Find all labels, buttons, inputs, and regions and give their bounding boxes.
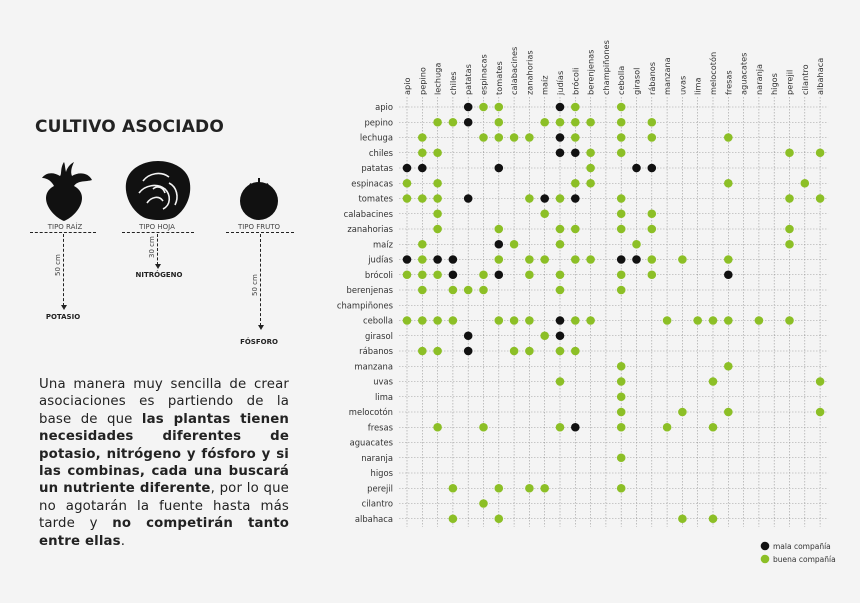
- column-label: girasol: [631, 67, 642, 95]
- good-companion-dot: [464, 286, 473, 295]
- bad-companion-dot: [464, 103, 473, 112]
- column-label: higos: [769, 73, 780, 95]
- good-companion-dot: [495, 514, 504, 523]
- row-label: cebolla: [363, 315, 393, 326]
- column-label: berenjenas: [585, 49, 596, 95]
- legend-bad-label: mala compañía: [773, 542, 831, 551]
- good-companion-dot: [571, 347, 580, 356]
- good-companion-dot: [709, 423, 718, 432]
- good-companion-dot: [418, 286, 427, 295]
- column-label: calabacines: [509, 46, 520, 95]
- good-companion-dot: [617, 484, 626, 493]
- good-companion-dot: [816, 408, 825, 417]
- row-label: chiles: [368, 147, 393, 158]
- good-companion-dot: [724, 316, 733, 325]
- bad-companion-dot: [464, 347, 473, 356]
- column-label: aguacates: [738, 52, 749, 95]
- column-label: fresas: [723, 70, 734, 95]
- bad-companion-dot: [556, 331, 565, 340]
- column-label: tomates: [493, 61, 504, 95]
- row-label: fresas: [367, 422, 393, 433]
- good-companion-dot: [617, 118, 626, 127]
- row-label: cilantro: [361, 498, 393, 509]
- bad-companion-dot: [449, 270, 458, 279]
- good-companion-dot: [755, 316, 764, 325]
- good-companion-dot: [693, 316, 702, 325]
- row-label: zanahorias: [347, 224, 393, 234]
- bad-companion-dot: [403, 255, 412, 264]
- row-label: melocotón: [348, 407, 393, 417]
- column-label: brócoli: [570, 67, 581, 95]
- bad-companion-dot: [556, 316, 565, 325]
- good-companion-dot: [495, 103, 504, 112]
- good-companion-dot: [525, 270, 534, 279]
- good-companion-dot: [816, 148, 825, 157]
- good-companion-dot: [617, 362, 626, 371]
- good-companion-dot: [433, 118, 442, 127]
- bad-companion-dot: [632, 164, 641, 173]
- good-companion-dot: [724, 133, 733, 142]
- column-label: perejil: [784, 69, 795, 95]
- bad-companion-dot: [464, 118, 473, 127]
- root-distance: 50 cm: [54, 254, 62, 276]
- good-companion-dot: [663, 423, 672, 432]
- nutrient-nitrogeno: NITRÓGENO: [135, 271, 183, 279]
- good-companion-dot: [571, 118, 580, 127]
- bad-companion-dot: [571, 194, 580, 203]
- bad-companion-dot: [495, 240, 504, 249]
- type-fruit-label: TIPO FRUTO: [237, 223, 281, 231]
- good-companion-dot: [617, 423, 626, 432]
- row-label: berenjenas: [346, 285, 393, 295]
- good-companion-dot: [571, 225, 580, 234]
- column-label: cebolla: [616, 65, 627, 95]
- good-companion-dot: [556, 423, 565, 432]
- good-companion-dot: [418, 148, 427, 157]
- good-companion-dot: [510, 347, 519, 356]
- row-label: lechuga: [359, 132, 393, 143]
- bad-companion-dot: [571, 148, 580, 157]
- good-companion-dot: [678, 255, 687, 264]
- good-companion-dot: [479, 423, 488, 432]
- row-label: brócoli: [364, 269, 393, 280]
- good-companion-dot: [525, 347, 534, 356]
- good-companion-dot: [510, 316, 519, 325]
- good-companion-dot: [648, 225, 657, 234]
- good-companion-dot: [418, 270, 427, 279]
- good-companion-dot: [724, 362, 733, 371]
- row-label: girasol: [364, 330, 393, 341]
- good-companion-dot: [556, 118, 565, 127]
- good-companion-dot: [709, 316, 718, 325]
- good-companion-dot: [586, 255, 595, 264]
- bad-companion-dot: [617, 255, 626, 264]
- good-companion-dot: [617, 286, 626, 295]
- row-label: manzana: [354, 361, 393, 372]
- column-label: manzana: [662, 57, 673, 95]
- good-companion-dot: [540, 255, 549, 264]
- type-leaf-label: TIPO HOJA: [139, 223, 175, 231]
- good-companion-dot: [403, 270, 412, 279]
- row-label: patatas: [361, 163, 393, 173]
- good-companion-dot: [785, 240, 794, 249]
- good-companion-dot: [586, 148, 595, 157]
- row-label: perejil: [367, 483, 393, 494]
- good-companion-dot: [540, 331, 549, 340]
- column-label: zanahorias: [524, 50, 535, 95]
- good-companion-dot: [495, 118, 504, 127]
- row-label: pepino: [364, 117, 393, 128]
- column-label: chiles: [447, 71, 458, 95]
- good-companion-dot: [449, 118, 458, 127]
- column-label: naranja: [753, 63, 764, 95]
- good-companion-dot: [418, 347, 427, 356]
- bad-companion-dot: [632, 255, 641, 264]
- good-companion-dot: [785, 194, 794, 203]
- good-companion-dot: [418, 240, 427, 249]
- good-companion-dot: [678, 514, 687, 523]
- good-companion-dot: [617, 225, 626, 234]
- row-label: maíz: [372, 239, 393, 250]
- good-companion-dot: [617, 148, 626, 157]
- good-companion-dot: [556, 194, 565, 203]
- good-companion-dot: [495, 225, 504, 234]
- intro-bold-1: las plantas tienen necesidades diferentes de potasio, nitrógeno y fósforo y si las combinas, cada una buscará un nutriente diferente: [39, 411, 289, 497]
- good-companion-dot: [709, 377, 718, 386]
- good-companion-dot: [525, 255, 534, 264]
- nutrient-fosforo: FÓSFORO: [240, 338, 278, 346]
- row-label: tomates: [358, 193, 393, 204]
- good-companion-dot: [433, 423, 442, 432]
- good-companion-dot: [816, 377, 825, 386]
- good-companion-dot: [617, 392, 626, 401]
- good-companion-dot: [571, 133, 580, 142]
- good-companion-dot: [418, 316, 427, 325]
- good-companion-dot: [617, 194, 626, 203]
- good-companion-dot: [433, 194, 442, 203]
- good-companion-dot: [724, 179, 733, 188]
- good-companion-dot: [495, 316, 504, 325]
- good-companion-dot: [479, 103, 488, 112]
- good-companion-dot: [495, 255, 504, 264]
- good-companion-dot: [648, 270, 657, 279]
- good-companion-dot: [556, 240, 565, 249]
- bad-companion-dot: [433, 255, 442, 264]
- bad-companion-dot: [495, 164, 504, 173]
- good-companion-dot: [586, 179, 595, 188]
- good-companion-dot: [617, 377, 626, 386]
- good-companion-dot: [556, 225, 565, 234]
- row-label: albahaca: [354, 513, 393, 524]
- good-companion-dot: [709, 514, 718, 523]
- column-label: lechuga: [432, 62, 443, 95]
- good-companion-dot: [617, 103, 626, 112]
- good-companion-dot: [418, 194, 427, 203]
- good-companion-dot: [785, 316, 794, 325]
- bad-companion-dot: [495, 270, 504, 279]
- good-companion-dot: [433, 347, 442, 356]
- column-label: cilantro: [799, 64, 810, 95]
- good-companion-dot: [540, 118, 549, 127]
- row-label: judías: [368, 254, 393, 265]
- good-companion-dot: [433, 179, 442, 188]
- intro-part-3: .: [120, 533, 126, 549]
- row-label: aguacates: [349, 437, 393, 448]
- fruit-distance: 50 cm: [251, 274, 259, 296]
- good-companion-dot: [648, 255, 657, 264]
- row-label: lima: [375, 391, 393, 402]
- row-label: espinacas: [351, 178, 393, 189]
- column-label: espinacas: [478, 54, 489, 95]
- good-companion-dot: [540, 484, 549, 493]
- bad-companion-dot: [464, 194, 473, 203]
- good-companion-dot: [540, 209, 549, 218]
- good-companion-dot: [678, 408, 687, 417]
- good-companion-dot: [403, 179, 412, 188]
- good-companion-dot: [433, 209, 442, 218]
- column-label: rábanos: [646, 61, 657, 95]
- good-companion-dot: [403, 316, 412, 325]
- leaf-distance: 30 cm: [148, 236, 156, 258]
- good-companion-dot: [479, 133, 488, 142]
- column-label: uvas: [677, 75, 688, 95]
- good-companion-dot: [816, 194, 825, 203]
- bad-companion-dot: [556, 148, 565, 157]
- good-companion-dot: [495, 484, 504, 493]
- good-companion-dot: [433, 148, 442, 157]
- good-companion-dot: [510, 133, 519, 142]
- good-companion-dot: [724, 255, 733, 264]
- good-companion-dot: [586, 164, 595, 173]
- row-label: champiñones: [336, 300, 393, 311]
- good-companion-dot: [571, 179, 580, 188]
- row-label: uvas: [373, 376, 393, 387]
- good-companion-dot: [556, 286, 565, 295]
- column-label: pepino: [417, 67, 428, 95]
- bad-companion-dot: [464, 331, 473, 340]
- good-companion-dot: [556, 270, 565, 279]
- bad-companion-dot: [648, 164, 657, 173]
- good-companion-dot: [801, 179, 810, 188]
- good-companion-dot: [525, 484, 534, 493]
- good-companion-dot: [403, 194, 412, 203]
- bad-companion-dot: [449, 255, 458, 264]
- good-companion-dot: [525, 194, 534, 203]
- good-companion-dot: [495, 133, 504, 142]
- row-label: rábanos: [359, 346, 393, 356]
- intro-bold-2: no competirán tanto entre ellas: [39, 516, 289, 549]
- good-companion-dot: [617, 209, 626, 218]
- good-companion-dot: [479, 499, 488, 508]
- bad-companion-dot: [556, 133, 565, 142]
- good-companion-dot: [571, 316, 580, 325]
- column-label: lima: [692, 77, 703, 95]
- bad-companion-dot: [571, 423, 580, 432]
- good-companion-dot: [433, 316, 442, 325]
- column-label: judías: [555, 70, 565, 95]
- good-companion-dot: [479, 286, 488, 295]
- column-label: melocotón: [708, 51, 718, 95]
- good-companion-dot: [617, 453, 626, 462]
- good-companion-dot: [648, 209, 657, 218]
- good-companion-dot: [648, 118, 657, 127]
- column-label: maíz: [539, 75, 550, 95]
- good-companion-dot: [617, 408, 626, 417]
- row-label: calabacines: [343, 208, 393, 219]
- good-companion-dot: [449, 286, 458, 295]
- good-companion-dot: [724, 408, 733, 417]
- good-companion-dot: [449, 316, 458, 325]
- nutrient-potasio: POTASIO: [45, 313, 81, 321]
- bad-companion-dot: [418, 164, 427, 173]
- good-companion-dot: [418, 255, 427, 264]
- intro-part-2: , por lo que no agotarán la fuente hasta más tarde y: [39, 481, 289, 532]
- legend-good-dot: [761, 555, 770, 564]
- bad-companion-dot: [540, 194, 549, 203]
- row-label: naranja: [361, 452, 393, 463]
- good-companion-dot: [571, 255, 580, 264]
- good-companion-dot: [663, 316, 672, 325]
- good-companion-dot: [479, 270, 488, 279]
- good-companion-dot: [510, 240, 519, 249]
- good-companion-dot: [785, 148, 794, 157]
- good-companion-dot: [785, 225, 794, 234]
- bad-companion-dot: [724, 270, 733, 279]
- column-label: apio: [402, 77, 412, 95]
- row-label: higos: [370, 468, 393, 478]
- column-label: patatas: [463, 64, 474, 95]
- page-title: CULTIVO ASOCIADO: [35, 117, 225, 137]
- good-companion-dot: [648, 133, 657, 142]
- good-companion-dot: [586, 118, 595, 127]
- good-companion-dot: [571, 103, 580, 112]
- good-companion-dot: [449, 514, 458, 523]
- good-companion-dot: [617, 270, 626, 279]
- type-root-label: TIPO RAÍZ: [47, 223, 83, 231]
- legend-good-label: buena compañía: [773, 555, 836, 564]
- good-companion-dot: [556, 347, 565, 356]
- row-label: apio: [375, 102, 393, 112]
- bad-companion-dot: [403, 164, 412, 173]
- good-companion-dot: [525, 133, 534, 142]
- good-companion-dot: [525, 316, 534, 325]
- good-companion-dot: [449, 484, 458, 493]
- column-label: albahaca: [815, 57, 826, 95]
- good-companion-dot: [433, 225, 442, 234]
- good-companion-dot: [632, 240, 641, 249]
- column-label: champiñones: [600, 40, 611, 95]
- good-companion-dot: [418, 133, 427, 142]
- bad-companion-dot: [556, 103, 565, 112]
- good-companion-dot: [617, 133, 626, 142]
- legend-bad-dot: [761, 542, 770, 551]
- good-companion-dot: [556, 377, 565, 386]
- good-companion-dot: [586, 316, 595, 325]
- good-companion-dot: [433, 270, 442, 279]
- intro-part-1: Una manera muy sencilla de crear asociaciones es partiendo de la base de que: [39, 377, 289, 427]
